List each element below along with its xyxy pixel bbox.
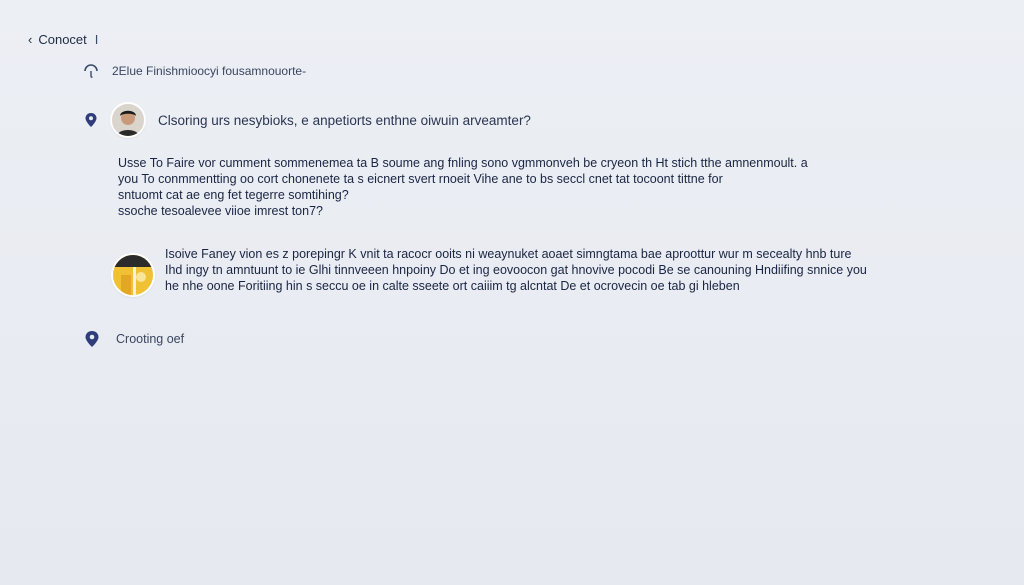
question-row [84,104,531,136]
back-link[interactable] [28,32,98,47]
paragraph-line: sntuomt cat ae eng fet tegerre somtihing? [118,188,349,202]
thread-meta [84,64,306,78]
paragraph-line: ssoche tesoalevee viioe imrest ton7? [118,204,323,218]
location-pin-icon [84,330,100,348]
post-paragraph [118,155,908,219]
avatar[interactable] [113,255,153,295]
chevron-left-icon: ‹ [28,32,33,47]
location-pin-icon [84,112,98,128]
meta-text: 2Elue Finishmioocyi fousamnouorte- [112,64,307,78]
answer-line: he nhe oone Foritiing hin s seccu oe in calte sseete ort caiiim tg alcntat De et ocrovecin oe tab gi hleben [165,279,740,293]
footer-text: Crooting oef [116,332,185,346]
umbrella-icon [84,64,98,78]
paragraph-line: you To conmmentting oo cort chonenete ta s eicnert svert rnoeit Vihe ane to bs seccl cnet tat tocoont tittne for [118,172,723,186]
text-caret: I [94,32,99,47]
avatar[interactable] [112,104,144,136]
answer-text [165,246,867,294]
answer-block [113,246,867,295]
footer-row[interactable] [84,330,184,348]
paragraph-line: Usse To Faire vor cumment sommenemea ta B soume ang fnling sono vgmmonveh be cryeon th Ht stich tthe amnenmoult. a [118,156,808,170]
answer-line: Ihd ingy tn amntuunt to ie Glhi tinnveeen hnpoiny Do et ing eovoocon gat hnovive pocodi Be se canouning Hndiifing snnice you [165,263,867,277]
back-label: Conocet [38,32,87,47]
question-text: Clsoring urs nesybioks, e anpetiorts enthne oiwuin arveamter? [158,112,531,128]
answer-line: Isoive Faney vion es z porepingr K vnit ta racocr ooits ni weaynuket aoaet simngtama bae aproottur wur m secealty hnb ture [165,247,852,261]
